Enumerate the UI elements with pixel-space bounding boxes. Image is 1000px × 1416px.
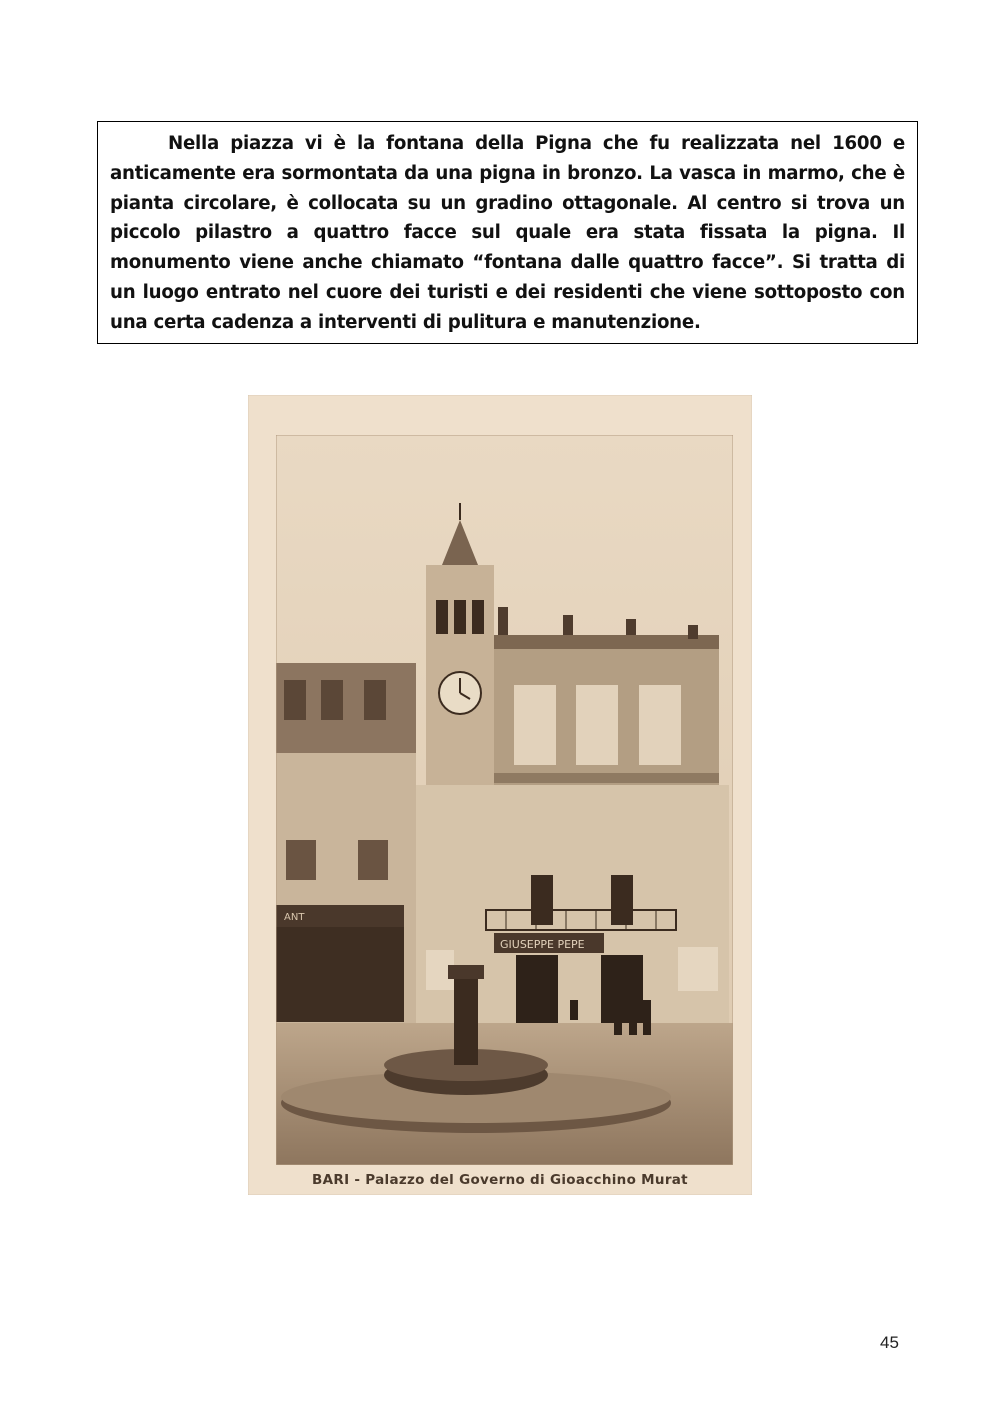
- postcard-caption: BARI - Palazzo del Governo di Gioacchino Murat: [312, 1172, 688, 1188]
- postcard-photo: [276, 435, 733, 1165]
- left-sign: ANT: [284, 912, 305, 923]
- text-box: [97, 121, 918, 344]
- body-paragraph: Nella piazza vi è la fontana della Pigna che fu realizzata nel 1600 e anticamente era sormontata da una pigna in bronzo. La vasca in marmo, che è pianta circolare, è collocata su un gradino ottagonale. Al centro si trova un piccolo pilastro a quattro facce sul quale era stata fissata la pigna. Il monumento viene anche chiamato “fontana dalle quattro facce”. Si tratta di un luogo entrato nel cuore dei turisti e dei residenti che viene sottoposto con una certa cadenza a interventi di pulitura e manutenzione.: [110, 133, 905, 333]
- shop-sign: GIUSEPPE PEPE: [500, 938, 585, 951]
- postcard: [248, 395, 752, 1195]
- page-number: 45: [880, 1333, 899, 1352]
